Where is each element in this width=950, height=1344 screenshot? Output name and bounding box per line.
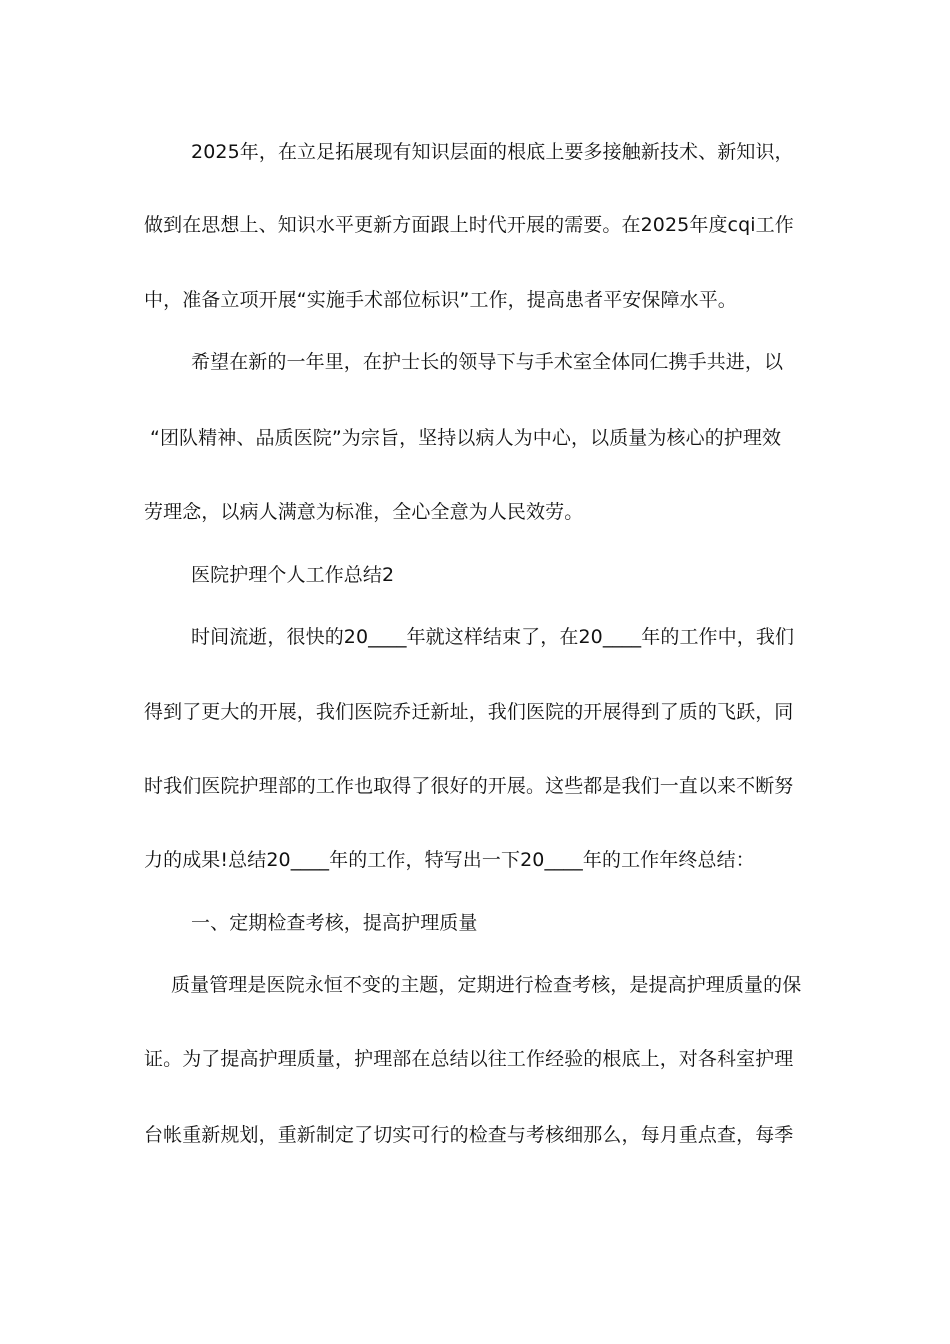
paragraph-line: 希望在新的一年里，在护士长的领导下与手术室全体同仁携手共进，以 [191,351,784,373]
subsection-heading: 一、定期检查考核，提高护理质量 [191,912,478,934]
paragraph-line: 得到了更大的开展，我们医院乔迁新址，我们医院的开展得到了质的飞跃，同 [144,701,794,723]
paragraph-line: 劳理念，以病人满意为标准，全心全意为人民效劳。 [144,501,584,523]
paragraph-line: 中，准备立项开展“实施手术部位标识”工作，提高患者平安保障水平。 [144,289,737,311]
paragraph-line: 力的成果!总结20____年的工作，特写出一下20____年的工作年终总结： [144,849,755,871]
paragraph-line: 做到在思想上、知识水平更新方面跟上时代开展的需要。在2025年度cqi工作 [144,214,794,236]
paragraph-line: 质量管理是医院永恒不变的主题，定期进行检查考核，是提高护理质量的保 [171,974,802,996]
paragraph-line: 时我们医院护理部的工作也取得了很好的开展。这些都是我们一直以来不断努 [144,775,794,797]
section-heading: 医院护理个人工作总结2 [191,564,395,586]
paragraph-line: 证。为了提高护理质量，护理部在总结以往工作经验的根底上，对各科室护理 [144,1048,794,1070]
paragraph-line: “团队精神、品质医院”为宗旨，坚持以病人为中心，以质量为核心的护理效 [150,427,782,449]
paragraph-line: 台帐重新规划，重新制定了切实可行的检查与考核细那么，每月重点查，每季 [144,1124,794,1146]
paragraph-line: 2025年，在立足拓展现有知识层面的根底上要多接触新技术、新知识， [191,141,794,163]
paragraph-line: 时间流逝，很快的20____年就这样结束了，在20____年的工作中，我们 [191,626,795,648]
